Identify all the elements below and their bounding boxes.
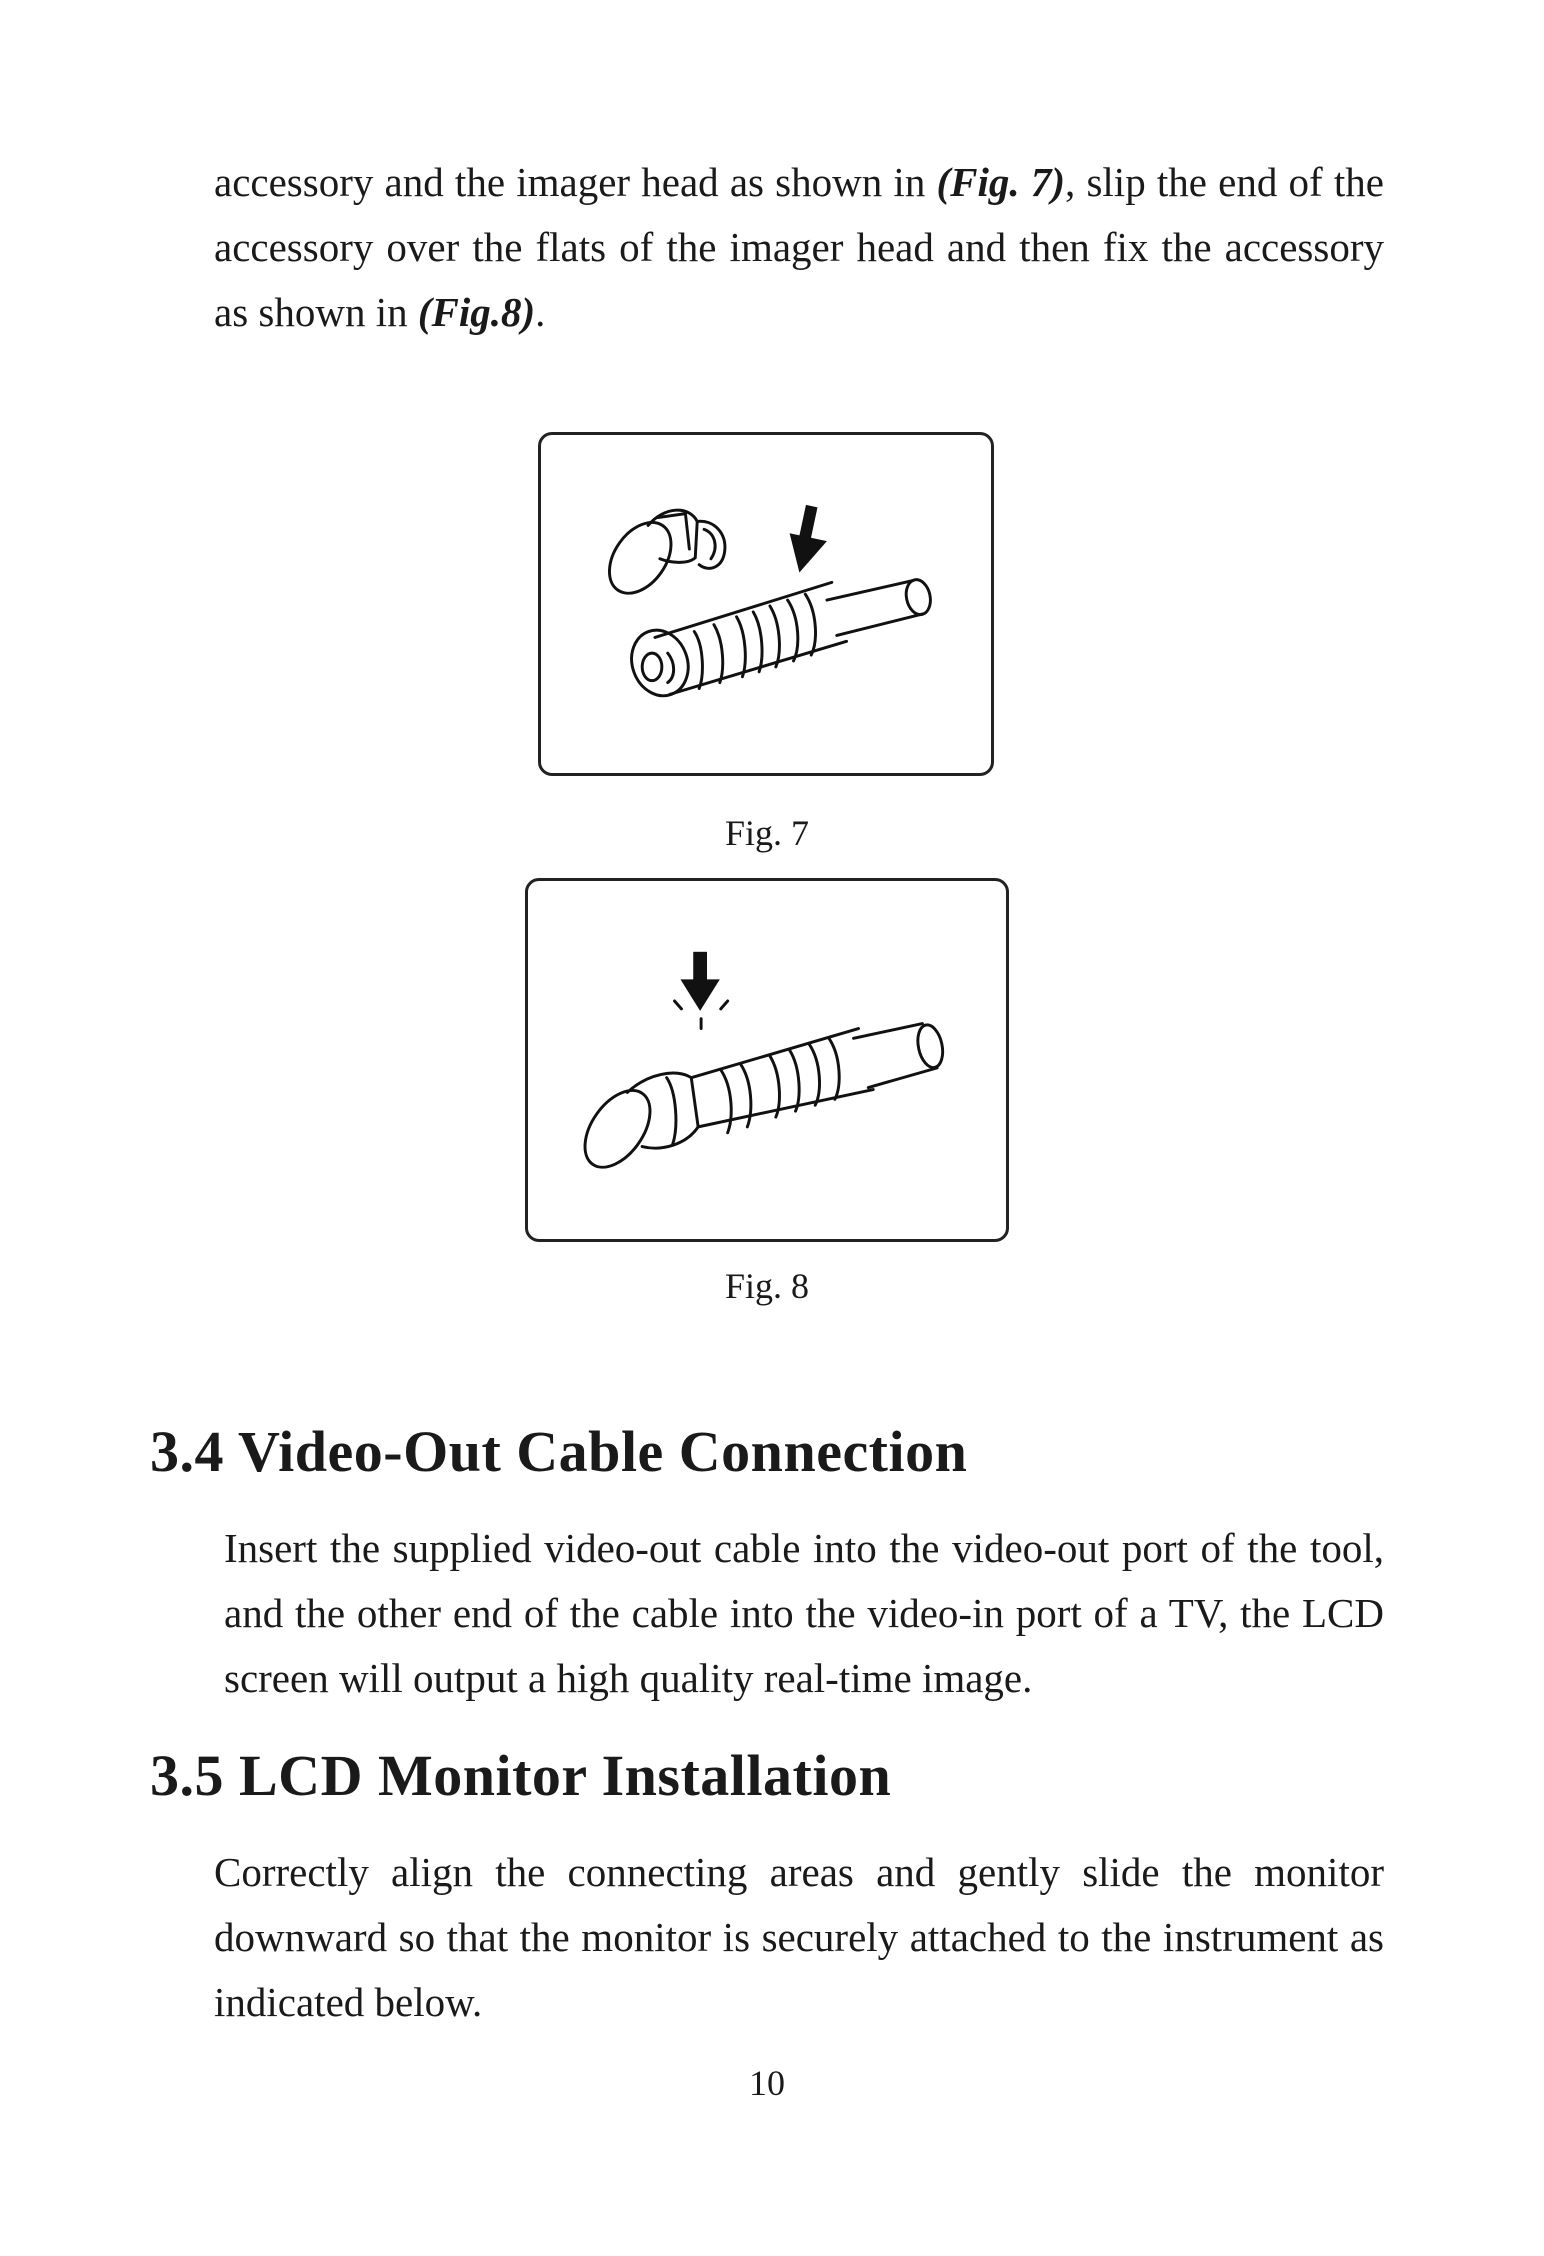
section-3-4-body: Insert the supplied video-out cable into the video-out port of the tool, and the other end of the cable into the video-in port of a TV, the LCD screen will output a high quality real-time image. xyxy=(224,1525,1384,1701)
figure-8 xyxy=(525,878,1009,1242)
figure-7 xyxy=(538,432,994,776)
fig8-illustration-icon xyxy=(528,881,1006,1239)
intro-text-middle: , slip the end of the accessory over the flats of the imager head and then fix the accessory as shown in xyxy=(214,159,1384,335)
intro-text-start: accessory and the imager head as shown in xyxy=(214,159,937,205)
fig8-reference: (Fig.8) xyxy=(417,289,536,335)
figure-7-caption: Fig. 7 xyxy=(724,813,810,853)
fig7-illustration-icon xyxy=(541,435,991,773)
intro-paragraph xyxy=(214,150,1384,345)
figure-8-caption: Fig. 8 xyxy=(724,1266,810,1306)
section-3-5-body: Correctly align the connecting areas and gently slide the monitor downward so that the monitor is securely attached to the instrument as indicated below. xyxy=(214,1849,1384,2025)
page-number: 10 xyxy=(749,2063,785,2103)
section-3-5-heading: 3.5 LCD Monitor Installation xyxy=(150,1743,892,1808)
intro-text-end: . xyxy=(535,289,546,335)
fig7-reference: (Fig. 7) xyxy=(936,159,1066,205)
section-3-4-heading: 3.4 Video-Out Cable Connection xyxy=(150,1419,968,1484)
